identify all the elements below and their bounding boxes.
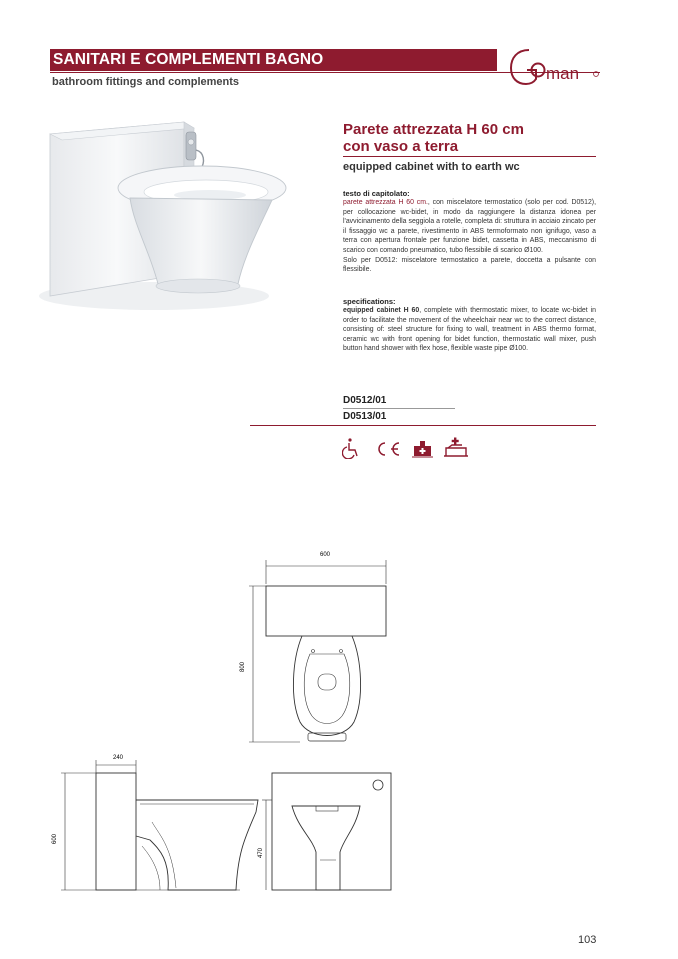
wheelchair-icon bbox=[342, 438, 357, 458]
product-title-line1: Parete attrezzata H 60 cm bbox=[343, 121, 524, 138]
technical-drawings bbox=[0, 540, 678, 910]
dim-cabinet-depth: 240 bbox=[113, 755, 124, 761]
spec-it-text bbox=[343, 198, 596, 275]
spec-it-body: , con miscelatore termostatico (solo per cod. D0512), per collocazione wc-bidet, in modo da raggiungere la distanza idonea per l'avvicinamento della seggiola a rotelle, completa di: struttura in acciaio zincato per il fissaggio wc a parete, rivestimento in ABS termoformato non ignifugo, vaso a terra con apertura frontale per funzione bidet, cassetta in ABS, meccanismo di scarico con comando pneumatico, tubo flessibile di scarico Ø100. bbox=[343, 199, 596, 254]
spec-it-accent: parete attrezzata H 60 cm. bbox=[343, 199, 428, 206]
goman-logo bbox=[507, 44, 602, 88]
product-code-2: D0513/01 bbox=[343, 411, 387, 422]
svg-text:man: man bbox=[546, 64, 580, 83]
section-rule bbox=[250, 425, 596, 426]
spec-it-body2: Solo per D0512: miscelatore termostatico a parete, doccetta a pulsante con flessibile. bbox=[343, 256, 596, 274]
hospital-icon bbox=[412, 441, 433, 457]
title-rule bbox=[343, 156, 596, 157]
dim-top-depth: 800 bbox=[240, 661, 246, 672]
spec-en-bold: equipped cabinet H 60 bbox=[343, 307, 420, 314]
code-rule bbox=[343, 408, 455, 409]
product-subtitle: equipped cabinet with to earth wc bbox=[343, 161, 520, 173]
page-number: 103 bbox=[578, 934, 597, 946]
certification-icons bbox=[342, 437, 482, 459]
spec-en-label: specifications: bbox=[343, 297, 396, 306]
dim-side-height: 600 bbox=[52, 833, 58, 844]
product-title bbox=[343, 121, 593, 155]
section-title: SANITARI E COMPLEMENTI BAGNO bbox=[53, 51, 324, 68]
spec-en-body: , complete with thermostatic mixer, to locate wc-bidet in order to facilitate the movement of the wheelchair near wc to the correct distance, consisting of: steel structure for fixing to wall, treatment in ABS thermo format, ceramic wc with front opening for bidet function, thermostatic wall mixer, push button hand shower with flex hose, flexible waste pipe Ø100. bbox=[343, 307, 596, 353]
ce-mark-icon bbox=[379, 443, 399, 455]
product-title-line2: con vaso a terra bbox=[343, 138, 459, 155]
section-subtitle: bathroom fittings and complements bbox=[52, 76, 240, 88]
section-header-bar bbox=[50, 49, 497, 71]
medical-bed-icon bbox=[444, 438, 468, 457]
dim-seat-height: 470 bbox=[258, 847, 264, 858]
spec-en-text bbox=[343, 306, 596, 354]
product-code-1: D0512/01 bbox=[343, 395, 387, 406]
dim-top-width: 600 bbox=[320, 552, 331, 558]
product-photo bbox=[34, 106, 296, 310]
spec-it-label: testo di capitolato: bbox=[343, 189, 410, 198]
